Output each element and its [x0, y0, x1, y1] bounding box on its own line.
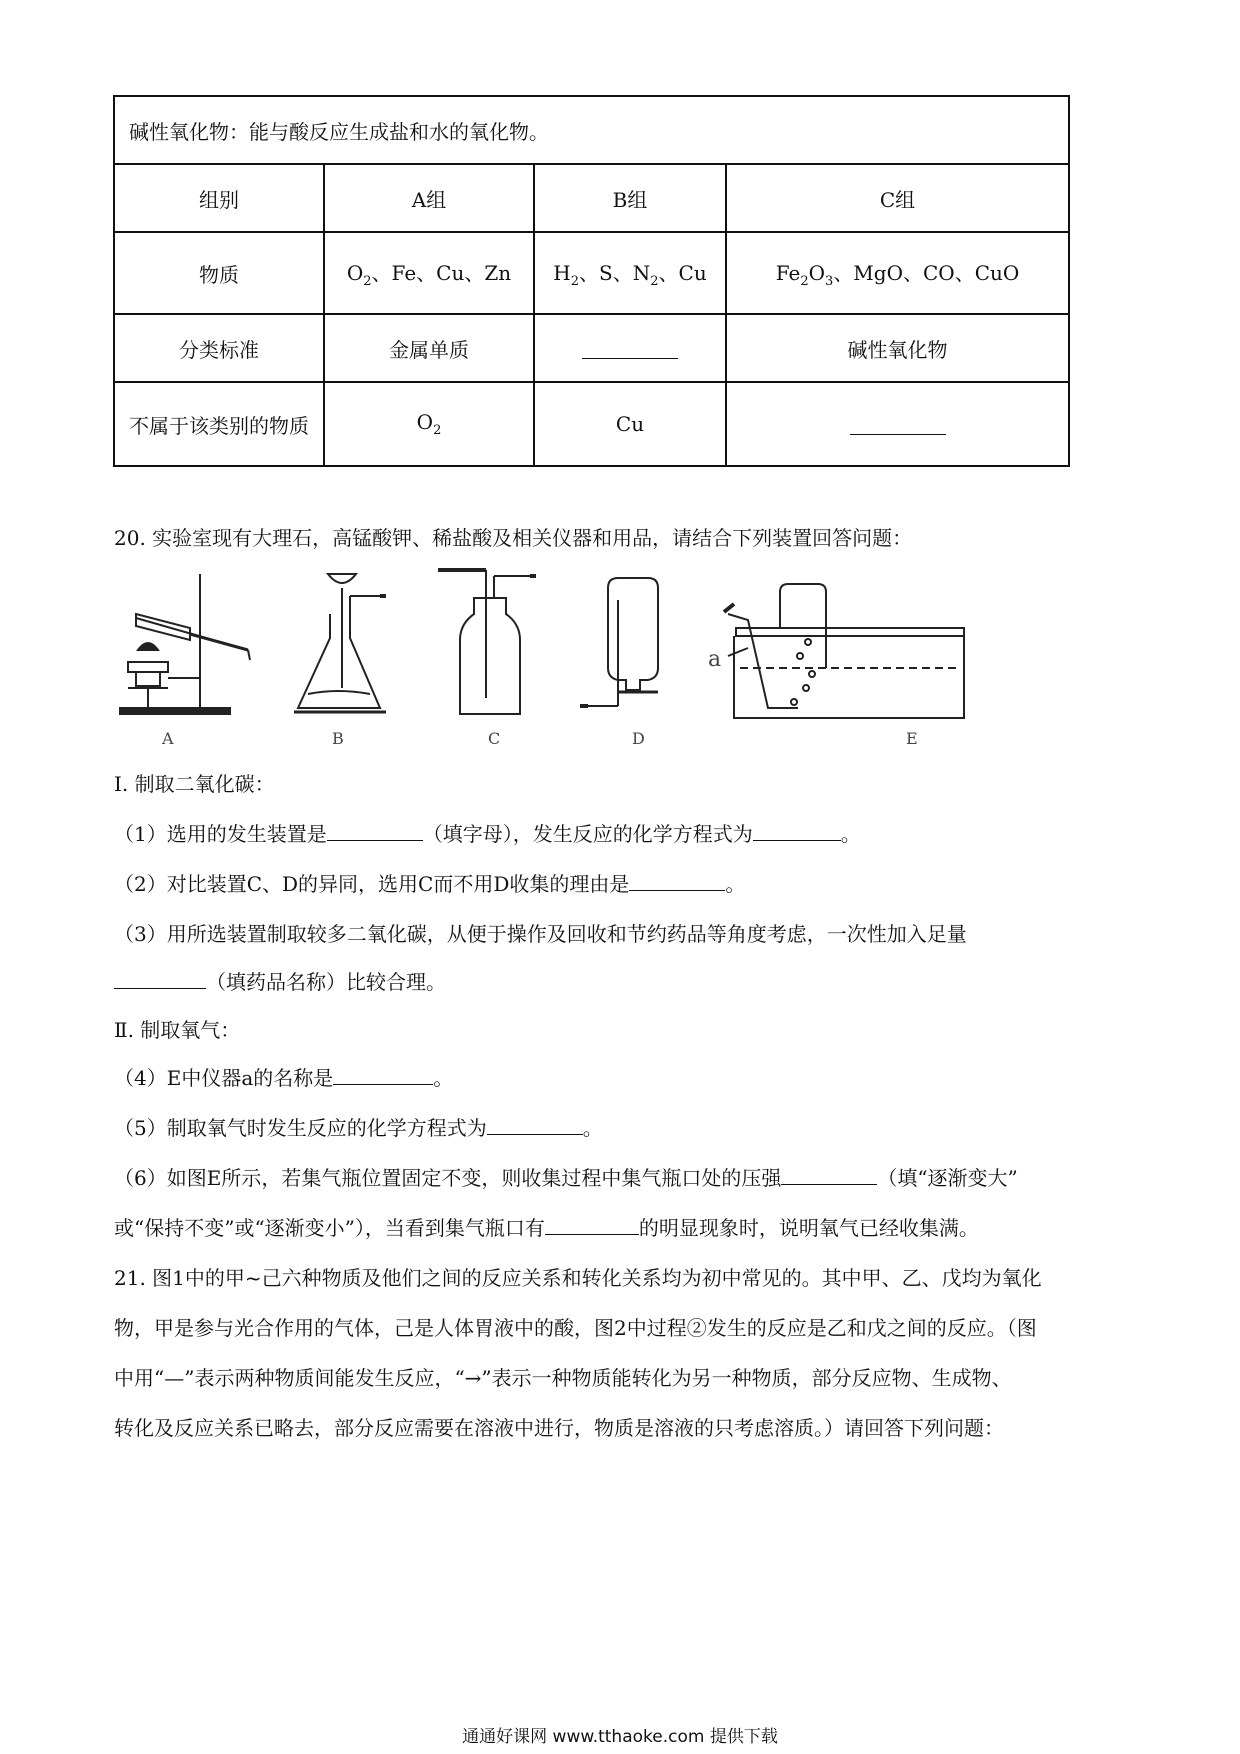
q20-q6-line1: （6）如图E所示，若集气瓶位置固定不变，则收集过程中集气瓶口处的压强 （填“逐渐变大”	[114, 1166, 1018, 1190]
header-a: A组	[324, 164, 534, 232]
apparatus-label-e: E	[906, 729, 918, 746]
q3-blank[interactable]	[114, 972, 206, 989]
standard-b-blank[interactable]	[534, 314, 726, 382]
standard-a: 金属单质	[324, 314, 534, 382]
exception-a: $O_2$	[324, 382, 534, 466]
q6-blank-2[interactable]	[545, 1218, 639, 1235]
standard-c: 碱性氧化物	[726, 314, 1069, 382]
q20-part1: Ⅰ. 制取二氧化碳：	[114, 772, 275, 796]
exception-b: Cu	[534, 382, 726, 466]
exception-label: 不属于该类别的物质	[114, 382, 324, 466]
table-definition: 碱性氧化物：能与酸反应生成盐和水的氧化物。	[114, 96, 1069, 164]
table-row-substance	[114, 232, 1069, 314]
header-c: C组	[726, 164, 1069, 232]
substance-a: $O_2$、Fe、Cu、Zn	[324, 232, 534, 314]
q20-q5: （5）制取氧气时发生反应的化学方程式为 。	[114, 1116, 603, 1140]
q21-line3: 中用“—”表示两种物质间能发生反应，“→”表示一种物质能转化为另一种物质，部分反应物、生成物、	[114, 1366, 1012, 1390]
substance-c: $Fe_2O_3$、MgO、CO、CuO	[726, 232, 1069, 314]
header-b: B组	[534, 164, 726, 232]
apparatus-e-drawing	[724, 584, 964, 718]
q20-q2: （2）对比装置C、D的异同，选用C而不用D收集的理由是 。	[114, 872, 746, 896]
header-group: 组别	[114, 164, 324, 232]
apparatus-label-b: B	[332, 729, 344, 746]
q5-blank[interactable]	[487, 1118, 583, 1135]
apparatus-d-drawing	[580, 578, 658, 706]
substance-b: $H_2$、S、$N_2$、Cu	[534, 232, 726, 314]
q21-line4: 转化及反应关系已略去，部分反应需要在溶液中进行，物质是溶液的只考虑溶质。）请回答下列问题：	[114, 1416, 1004, 1440]
q20-q3-line2: （填药品名称）比较合理。	[114, 966, 446, 995]
q20-q1: （1）选用的发生装置是 （填字母），发生反应的化学方程式为 。	[114, 822, 861, 846]
apparatus-label-d: D	[632, 729, 645, 746]
apparatus-c-drawing	[438, 570, 536, 714]
q20-q3-line1: （3）用所选装置制取较多二氧化碳，从便于操作及回收和节约药品等角度考虑，一次性加入足量	[114, 922, 967, 946]
table-row-exception	[114, 382, 1069, 466]
apparatus-figure	[118, 568, 978, 746]
table-header-row	[114, 164, 1069, 232]
q20-stem: 20. 实验室现有大理石，高锰酸钾、稀盐酸及相关仪器和用品，请结合下列装置回答问题：	[114, 526, 913, 550]
q1-blank-1[interactable]	[327, 824, 423, 841]
q20-q4: （4）E中仪器a的名称是 。	[114, 1066, 454, 1090]
substance-label: 物质	[114, 232, 324, 314]
apparatus-a-drawing	[120, 574, 250, 714]
apparatus-label-a-instrument: a	[708, 647, 722, 672]
q21-line2: 物，甲是参与光合作用的气体，己是人体胃液中的酸，图2中过程②发生的反应是乙和戊之间的反应。（图	[114, 1316, 1037, 1340]
table-row-standard	[114, 314, 1069, 382]
apparatus-label-c: C	[488, 729, 501, 746]
q20-part2: Ⅱ. 制取氧气：	[114, 1018, 241, 1042]
page-footer: 通通好课网 www.tthaoke.com 提供下载	[462, 1727, 778, 1747]
apparatus-b-drawing	[294, 574, 386, 712]
q21-line1: 21. 图1中的甲~己六种物质及他们之间的反应关系和转化关系均为初中常见的。其中甲、乙、戊均为氧化	[114, 1266, 1042, 1290]
apparatus-label-a: A	[162, 729, 174, 746]
standard-label: 分类标准	[114, 314, 324, 382]
exception-c-blank[interactable]	[726, 382, 1069, 466]
q20-q6-line2: 或“保持不变”或“逐渐变小”），当看到集气瓶口有 的明显现象时，说明氧气已经收集满。	[114, 1216, 979, 1240]
q6-blank-1[interactable]	[781, 1168, 877, 1185]
classification-table	[113, 95, 1070, 467]
q1-blank-2[interactable]	[753, 824, 841, 841]
q2-blank[interactable]	[629, 874, 725, 891]
q4-blank[interactable]	[333, 1068, 433, 1085]
